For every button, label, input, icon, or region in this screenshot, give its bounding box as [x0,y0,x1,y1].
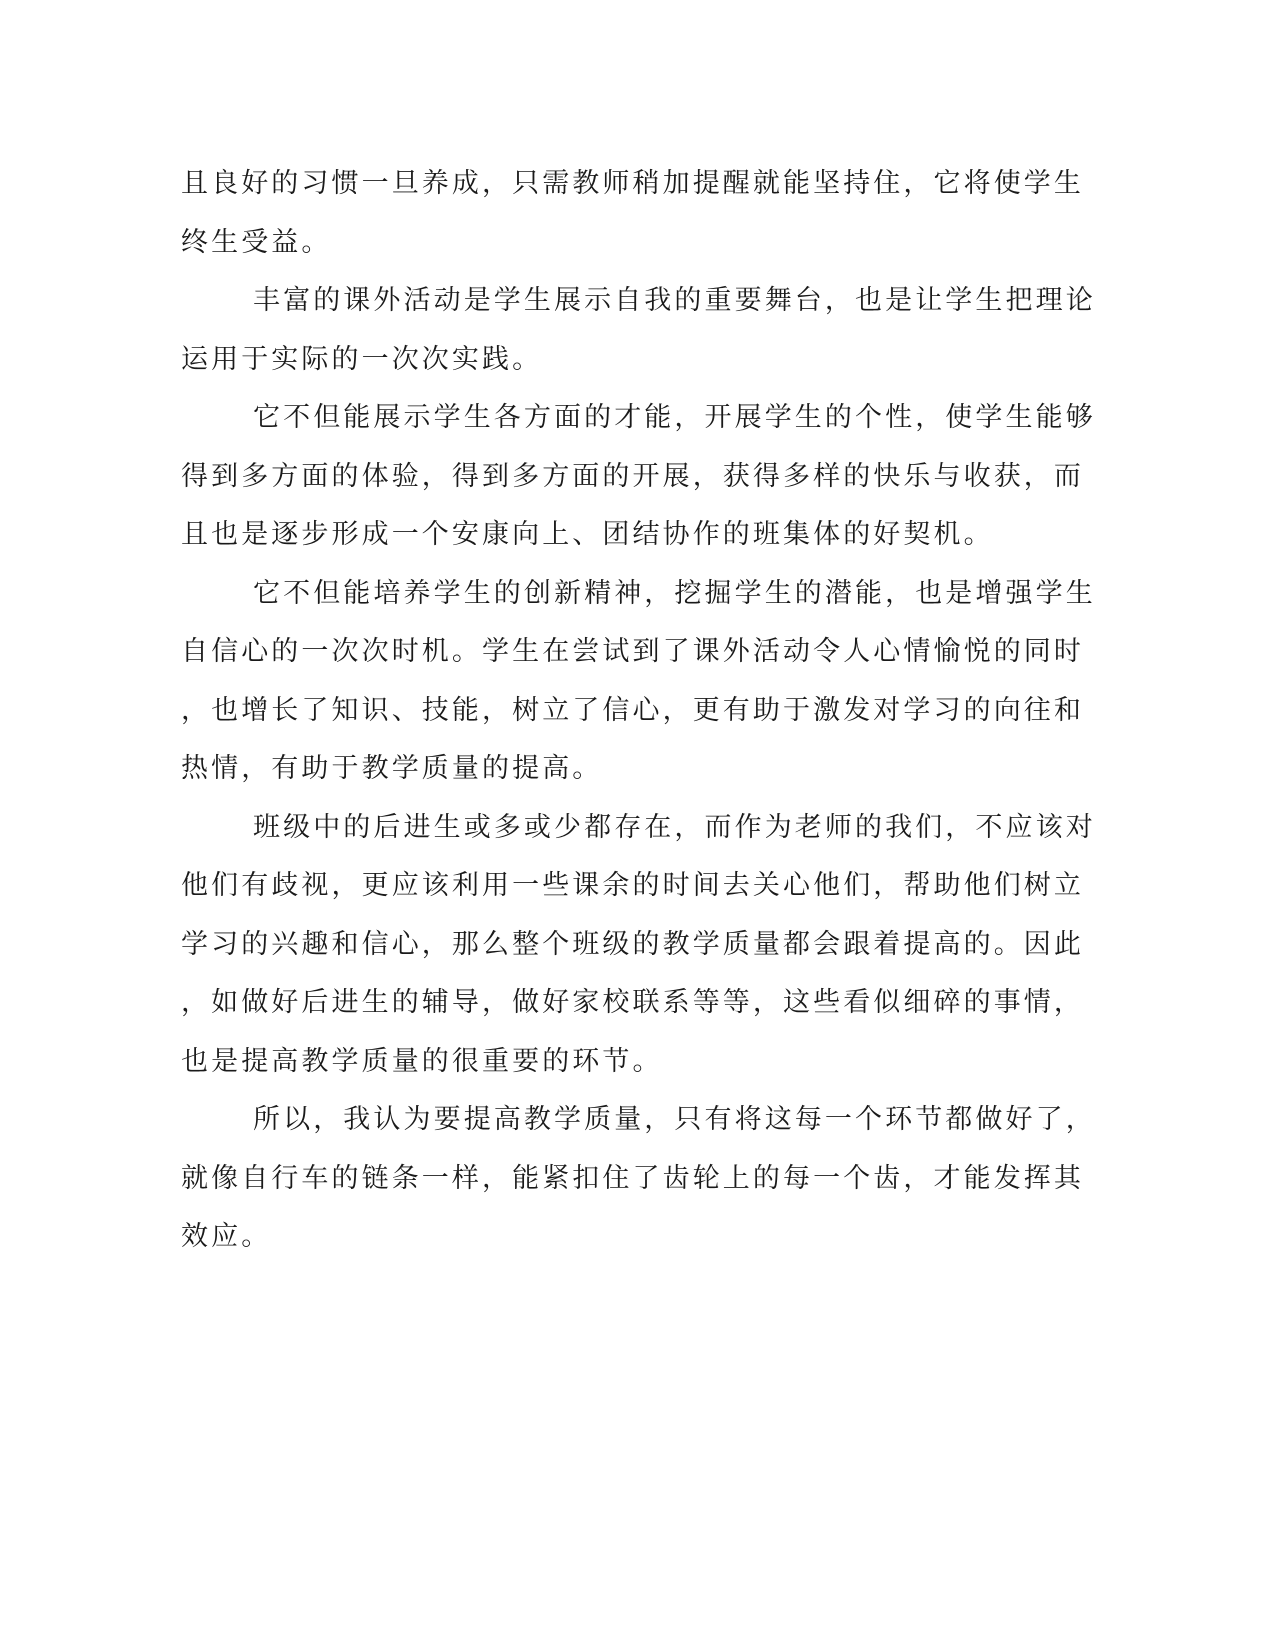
text-line: 丰富的课外活动是学生展示自我的重要舞台，也是让学生把理论 [253,285,1096,316]
text-line: 终生受益。 [181,226,332,258]
paragraph-2 [181,272,1096,389]
text-line: 也是提高教学质量的很重要的环节。 [181,1045,663,1077]
paragraph-6 [181,1091,1096,1267]
text-line: 且良好的习惯一旦养成，只需教师稍加提醒就能坚持住，它将使学生 [181,168,1084,199]
text-line: 得到多方面的体验，得到多方面的开展，获得多样的快乐与收获，而 [181,460,1084,492]
paragraph-3 [181,389,1096,565]
paragraph-5 [181,799,1096,1092]
text-line: 班级中的后进生或多或少都存在，而作为老师的我们，不应该对 [253,811,1096,843]
text-line: 就像自行车的链条一样，能紧扣住了齿轮上的每一个齿，才能发挥其 [181,1162,1084,1194]
text-line: ，如做好后进生的辅导，做好家校联系等等，这些看似细碎的事情， [181,987,1084,1018]
text-line: 运用于实际的一次次实践。 [181,343,543,375]
text-line: 且也是逐步形成一个安康向上、团结协作的班集体的好契机。 [181,519,994,550]
text-line: ，也增长了知识、技能，树立了信心，更有助于激发对学习的向往和 [181,694,1084,726]
text-line: 自信心的一次次时机。学生在尝试到了课外活动令人心情愉悦的同时 [181,636,1084,667]
text-line: 热情，有助于教学质量的提高。 [181,753,603,784]
text-line: 它不但能展示学生各方面的才能，开展学生的个性，使学生能够 [253,402,1096,433]
text-line: 学习的兴趣和信心，那么整个班级的教学质量都会跟着提高的。因此 [181,928,1084,960]
body-text [181,155,1096,1267]
paragraph-4 [181,565,1096,799]
text-line: 它不但能培养学生的创新精神，挖掘学生的潜能，也是增强学生 [253,577,1096,609]
text-line: 所以，我认为要提高教学质量，只有将这每一个环节都做好了， [253,1104,1096,1135]
text-line: 效应。 [181,1221,272,1252]
paragraph-1 [181,155,1084,272]
text-line: 他们有歧视，更应该利用一些课余的时间去关心他们，帮助他们树立 [181,870,1084,901]
